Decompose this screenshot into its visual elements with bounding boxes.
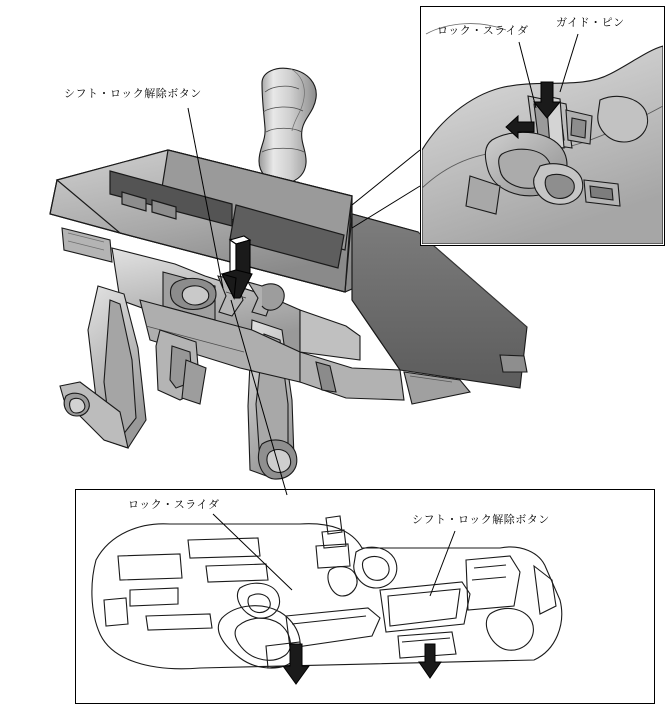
mounting-frame <box>60 286 470 479</box>
connector-top-inset-upper <box>352 150 420 205</box>
label-guide-pin-detail: ガイド・ピン <box>556 17 625 29</box>
connector-top-inset-lower <box>352 186 420 228</box>
label-lock-slider-bottom: ロック・スライダ <box>128 499 220 511</box>
shift-knob <box>259 68 316 183</box>
shift-lock-button-press-arrow <box>222 236 252 298</box>
console-bezel <box>50 150 418 292</box>
connector-bottom-inset <box>231 300 287 495</box>
label-lock-slider-detail: ロック・スライダ <box>437 25 529 37</box>
lock-slider-guide-pin-inset-frame <box>420 6 665 246</box>
leader-shift-lock-release-button-main <box>188 108 223 288</box>
shift-lock-mechanism-body <box>112 248 300 352</box>
lock-slider-release-button-inset-frame <box>75 489 655 704</box>
label-shift-lock-release-button-bottom: シフト・ロック解除ボタン <box>412 514 550 526</box>
label-shift-lock-release-button-main: シフト・ロック解除ボタン <box>64 88 202 100</box>
shift-lever-shaft <box>264 182 302 248</box>
left-bracket <box>62 228 112 262</box>
